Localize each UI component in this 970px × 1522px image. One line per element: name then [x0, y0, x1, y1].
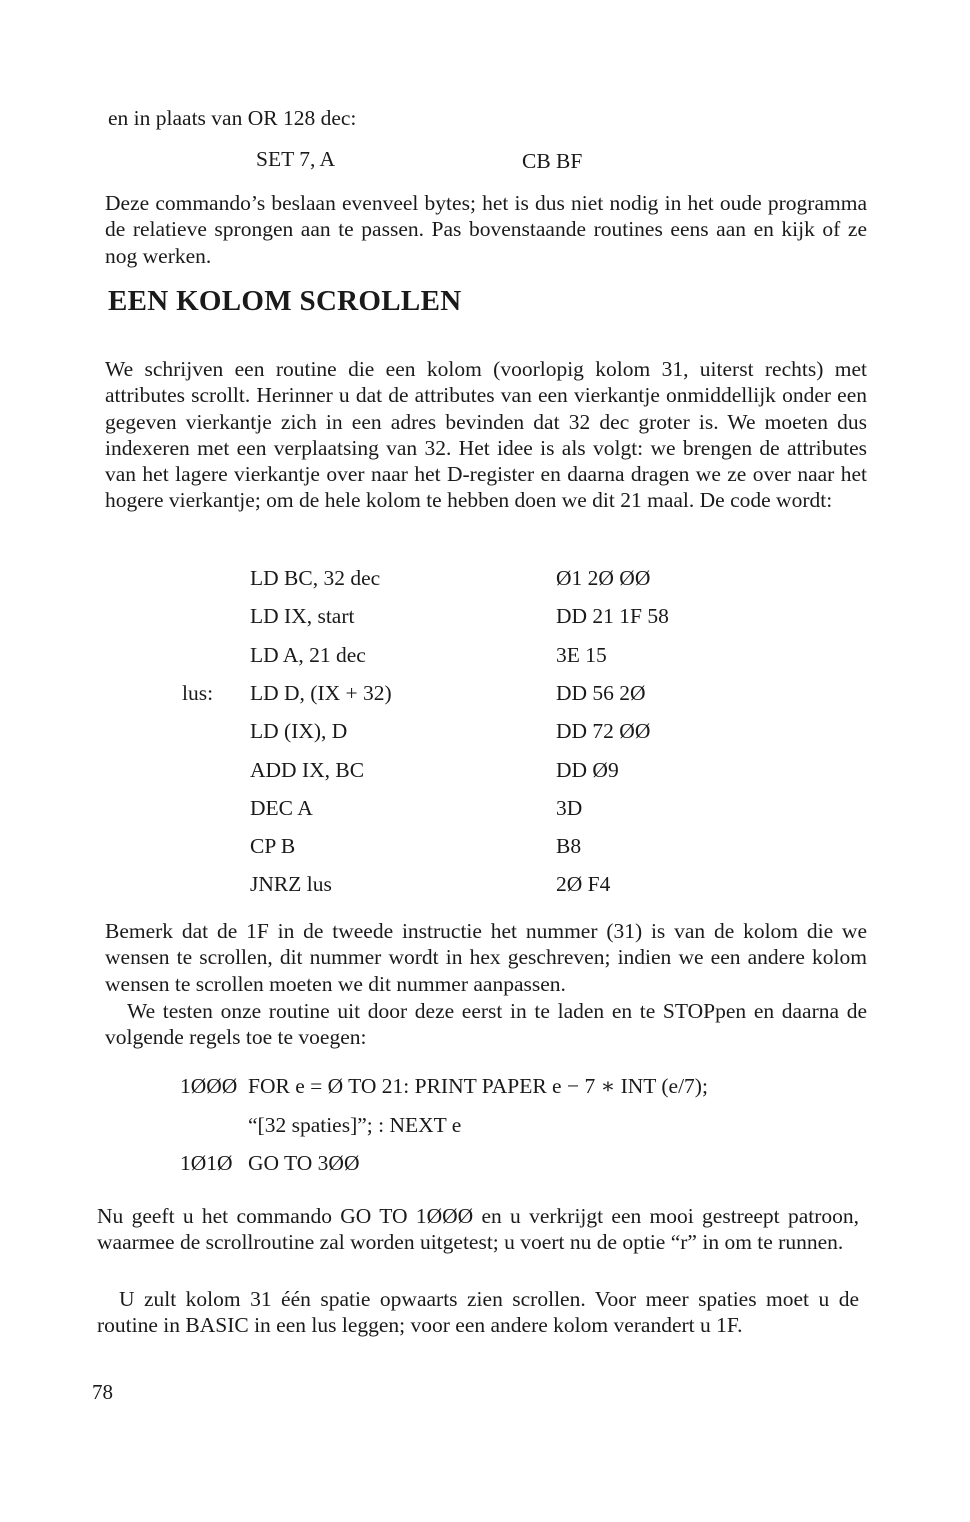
code-hex: 3D — [556, 796, 583, 820]
intro-line: en in plaats van OR 128 dec: — [108, 106, 357, 130]
basic-line-number: 1Ø1Ø — [180, 1151, 233, 1175]
code-hex: DD Ø9 — [556, 758, 619, 782]
code-hex: DD 72 ØØ — [556, 719, 651, 743]
code-label: lus: — [182, 681, 214, 705]
code-instruction: LD (IX), D — [250, 719, 348, 743]
code-instruction: LD A, 21 dec — [250, 643, 366, 667]
paragraph-5: Nu geeft u het commando GO TO 1ØØØ en u verkrijgt een mooi gestreept patroon, waarmee de scrollroutine zal worden uitgetest; u voert nu de optie “r” in om te runnen. — [97, 1204, 859, 1255]
code-instruction: LD IX, start — [250, 604, 355, 628]
code-hex: DD 56 2Ø — [556, 681, 646, 705]
basic-line-number: 1ØØØ — [180, 1074, 238, 1098]
paragraph-2: We schrijven een routine die een kolom (voorlopig kolom 31, uiterst rechts) met attributes scrollt. Herinner u dat de attributes van een vierkantje onmiddellijk onder een gegeven vierkantje zich in een adres bevinden dat 32 dec groter is. We moeten dus indexeren met een verplaatsing van 32. Het idee is als volgt: we brengen de attributes van het lagere vierkantje over naar het D-register en daarna dragen we ze over naar het hogere vierkantje; om de hele kolom te hebben doen we dit 21 maal. De code wordt: — [105, 357, 867, 513]
code-instruction: CP B — [250, 834, 296, 858]
section-heading: EEN KOLOM SCROLLEN — [108, 285, 462, 317]
basic-line-code: GO TO 3ØØ — [248, 1151, 360, 1175]
paragraph-3: Bemerk dat de 1F in de tweede instructie het nummer (31) is van de kolom die we wensen te scrollen, dit nummer wordt in hex geschreven; indien we een andere kolom wensen te scrollen moeten we dit nummer aanpassen. — [105, 919, 867, 996]
code-hex: 2Ø F4 — [556, 872, 611, 896]
basic-line-code: FOR e = Ø TO 21: PRINT PAPER e − 7 ∗ INT (e/7); — [248, 1074, 708, 1098]
code-hex: Ø1 2Ø ØØ — [556, 566, 651, 590]
code-instruction: LD BC, 32 dec — [250, 566, 381, 590]
paragraph-6: U zult kolom 31 één spatie opwaarts zien scrollen. Voor meer spaties moet u de routine in BASIC in een lus leggen; voor een andere kolom verandert u 1F. — [97, 1287, 859, 1338]
code-hex: B8 — [556, 834, 582, 858]
code-hex: 3E 15 — [556, 643, 607, 667]
code-instruction: JNRZ lus — [250, 872, 332, 896]
basic-line-code: “[32 spaties]”; : NEXT e — [248, 1113, 462, 1137]
page-number: 78 — [92, 1380, 113, 1404]
code-hex: DD 21 1F 58 — [556, 604, 669, 628]
code-instruction: ADD IX, BC — [250, 758, 365, 782]
set-instruction: SET 7, A — [256, 147, 336, 171]
set-instruction-hex: CB BF — [522, 149, 583, 173]
paragraph-4: We testen onze routine uit door deze eerst in te laden en te STOPpen en daarna de volgende regels toe te voegen: — [105, 999, 867, 1050]
code-instruction: DEC A — [250, 796, 313, 820]
code-instruction: LD D, (IX + 32) — [250, 681, 392, 705]
paragraph-1: Deze commando’s beslaan evenveel bytes; het is dus niet nodig in het oude programma de relatieve sprongen aan te passen. Pas bovenstaande routines eens aan en kijk of ze nog werken. — [105, 191, 867, 268]
